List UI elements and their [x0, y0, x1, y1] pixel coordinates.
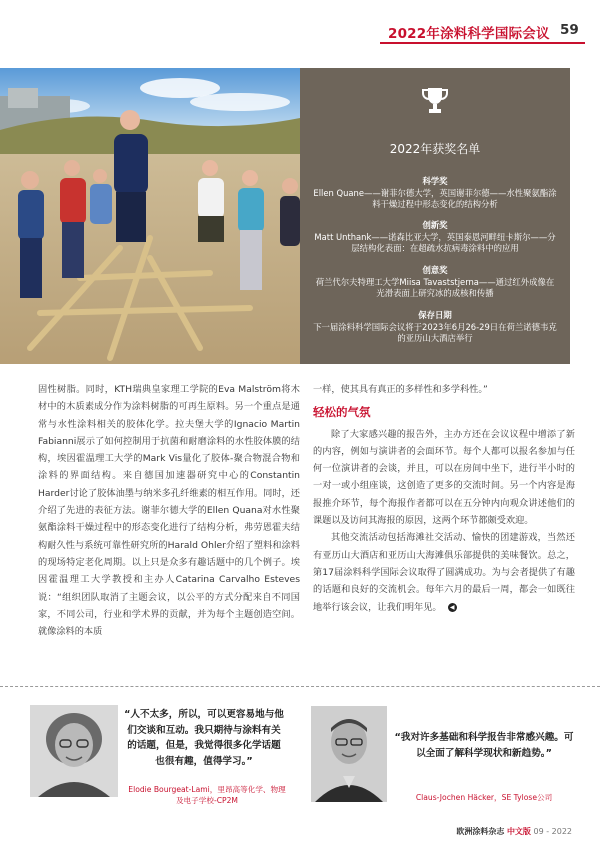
award-science	[312, 176, 558, 211]
page-number: 59	[560, 22, 579, 38]
quote-author-elodie: Elodie Bourgeat-Lami，里昂高等化学、物理及电子学校-CP2M	[128, 785, 286, 805]
award-creativity	[312, 265, 558, 300]
portrait-elodie	[30, 705, 118, 797]
article-paragraph: 除了大家感兴趣的报告外，主办方还在会议议程中增添了新的内容，例如与演讲者的会面环节。每个人都可以报名参加与任何一位演讲者的会谈，并且，可以在房间中坐下，进行半小时的一对一或小组座谈，这创造了更多的交流时间。另一个内容是海报推介环节，每个海报作者都可以在五分钟内向观众讲述他们的课题以及访问其海报的原因，这两个环节都颇受欢迎。	[313, 428, 575, 527]
header-rule	[380, 42, 585, 44]
section-subheading: 轻松的气氛	[313, 405, 371, 420]
awards-title: 2022年获奖名单	[389, 142, 481, 156]
footer-publication: 欧洲涂料杂志	[456, 827, 505, 836]
continue-arrow-icon: ◀	[448, 603, 457, 612]
award-head: 创新奖	[422, 220, 448, 230]
article-paragraph: 一样，使其具有真正的多样性和多学科性。”	[313, 384, 488, 395]
beach-group-photo	[0, 68, 300, 364]
portrait-claus	[311, 706, 387, 802]
award-text: 荷兰代尔夫特理工大学Miisa Tavaststjerna——通过红外成像在光滑表面上研究冰的成核和传播	[315, 276, 555, 298]
footer-issue: 09 - 2022	[533, 827, 572, 836]
article-column-1	[38, 381, 300, 640]
awards-panel	[300, 68, 570, 364]
article-paragraph-last	[313, 529, 575, 615]
award-innovation	[312, 220, 558, 255]
save-the-date	[312, 310, 558, 345]
quote-elodie: “人不太多，所以，可以更容易地与他们交谈和互动。我只期待与涂料有关的话题，但是，我觉得很多化学话题也很有趣，值得学习。”	[124, 709, 284, 767]
quote-claus: “我对许多基础和科学报告非常感兴趣。可以全面了解科学现状和新趋势。”	[394, 732, 574, 759]
award-head: 科学奖	[422, 176, 448, 186]
quote-author-claus: Claus-Jochen Häcker，SE Tylose公司	[415, 793, 553, 802]
award-text: Matt Unthank——诺森比亚大学，英国泰恩河畔纽卡斯尔——分层结构化表面：在超疏水抗病毒涂料中的应用	[314, 231, 556, 253]
running-header-title: 2022年涂料科学国际会议	[388, 26, 550, 42]
award-text: 下一届涂料科学国际会议将于2023年6月26-29日在荷兰诺德韦克的亚历山大酒店举行	[313, 321, 557, 343]
award-head: 保存日期	[418, 310, 452, 320]
dashed-divider	[0, 686, 600, 687]
article-paragraph-text: 其他交流活动包括海滩社交活动、愉快的团建游戏，当然还有亚历山大酒店和亚历山大海滩俱乐部提供的美味餐饮。总之，第17届涂料科学国际会议取得了圆满成功。为与会者提供了有趣的话题和良好的交流机会。每年六月的最后一周，都会一如既往地举行该会议，让我们明年见。	[313, 532, 575, 613]
footer-edition: 中文版	[506, 827, 531, 836]
award-head: 创意奖	[422, 265, 448, 275]
article-column-2	[313, 381, 575, 616]
page-footer	[456, 826, 572, 837]
trophy-icon	[419, 84, 451, 116]
award-text: Ellen Quane——谢菲尔德大学，英国谢菲尔德——水性聚氨酯涂料干燥过程中形态变化的结构分析	[313, 187, 557, 209]
article-paragraph: 固性树脂。同时，KTH瑞典皇家理工学院的Eva Malström将木材中的木质素成分作为涂料树脂的可再生原料。另一个重点是通常与水性涂料相关的胶体化学。拉夫堡大学的Ignacio Martin Fabianni展示了如何控制用于抗菌和耐磨涂料的水性胶体膜的结构，埃因霍温理工大学的Mark Vis量化了胶体-聚合物混合物和涂料的界面结构。来自德国加速器研究中心的Constantin Harder讨论了胶体油墨与纳米多孔纤维素的相互作用。同时，还介绍了先进的表征方法。谢菲尔德大学的Ellen Quana对水性聚氨酯涂料干燥过程中的形态变化进行了结构分析，弗劳恩霍夫结构耐久性与系统可靠性研究所的Harald Ohler介绍了塑料和涂料的现场特定老化周期。以上只是众多有趣话题中的几个例子。埃因霍温理工大学教授和主办人Catarina Carvalho Esteves说：“组织团队取消了主题会议，以公平的方式分配来自不同国家，不同公司，行业和学术界的贡献，并为每个主题创造空间。就像涂料的本质	[38, 384, 300, 638]
